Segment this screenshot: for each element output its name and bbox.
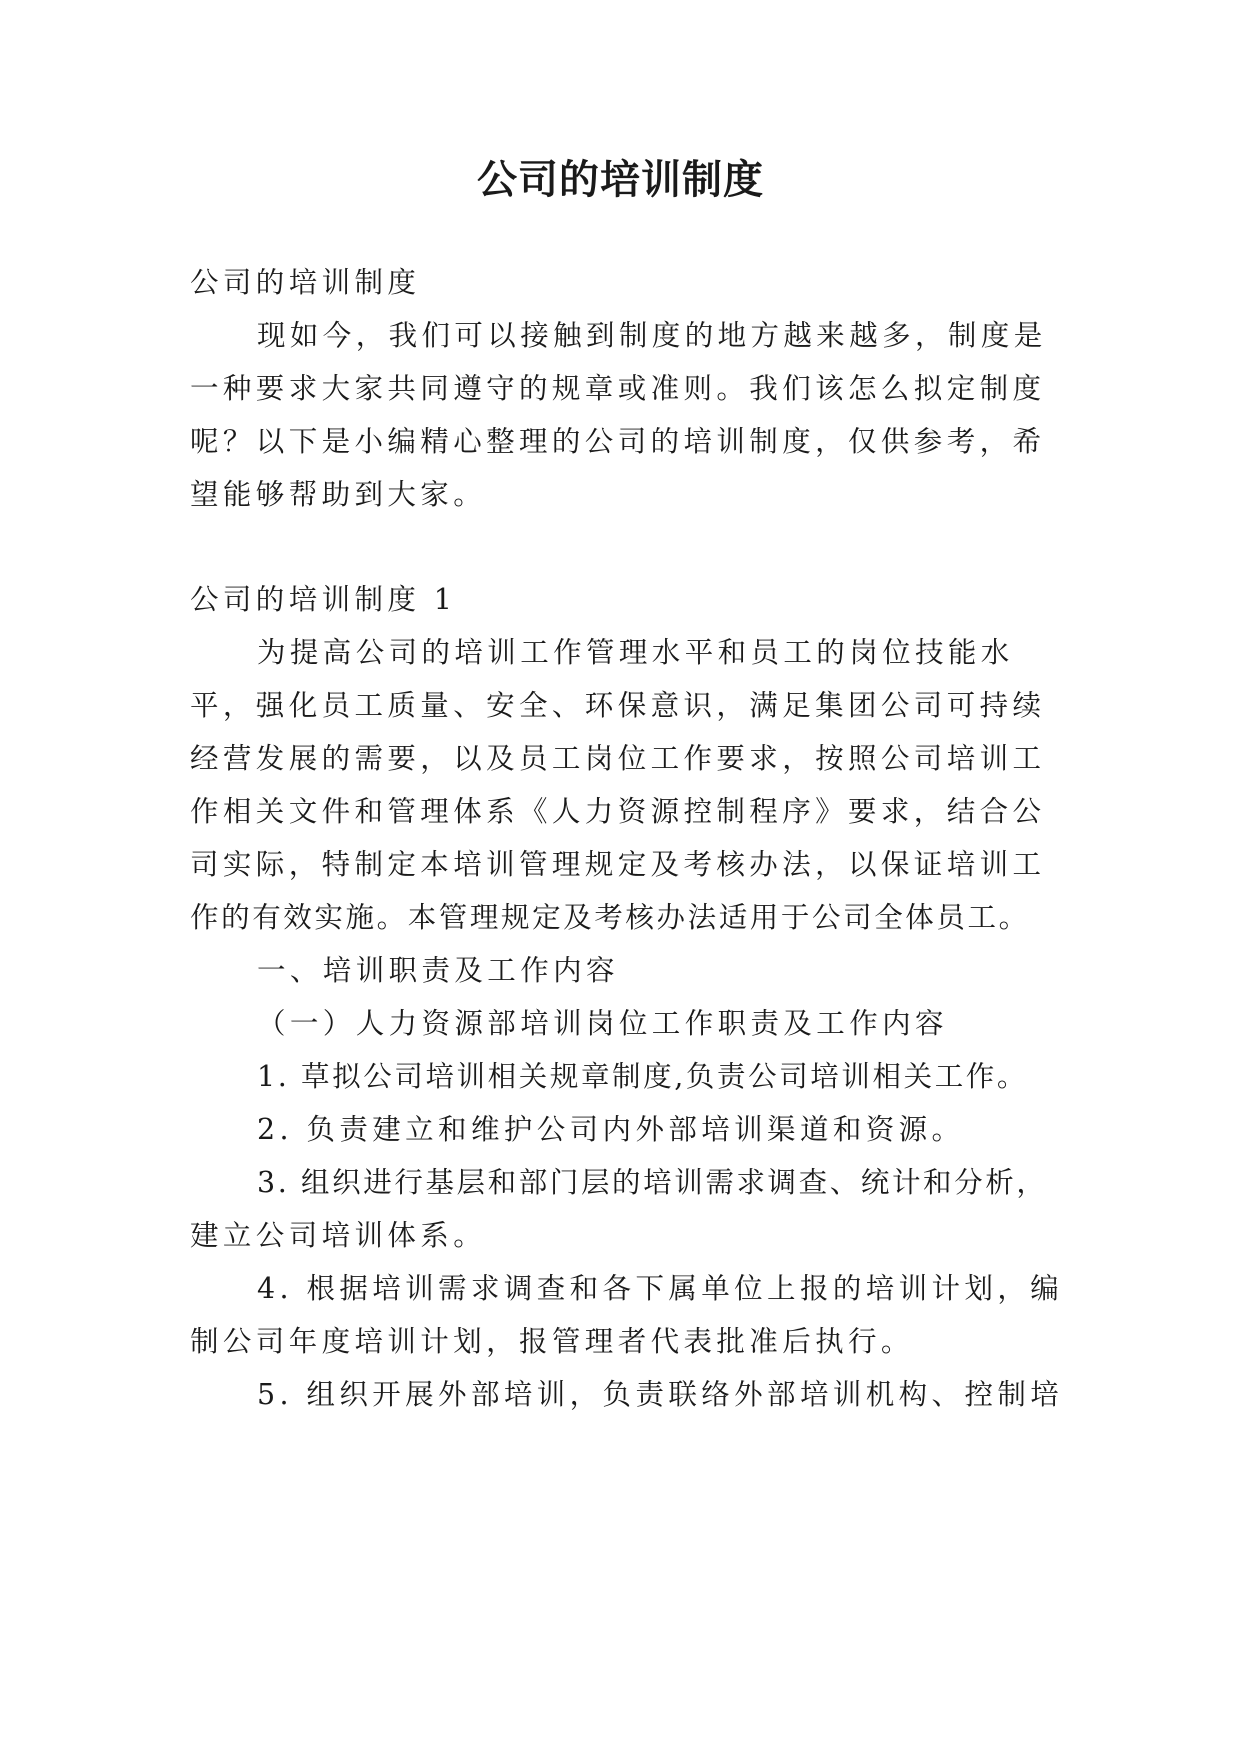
subsection-heading: （一）人力资源部培训岗位工作职责及工作内容	[257, 1007, 948, 1040]
list-item: 2. 负责建立和维护公司内外部培训渠道和资源。	[257, 1113, 965, 1146]
section-heading: 公司的培训制度	[190, 266, 421, 299]
paragraph-line: 现如今，我们可以接触到制度的地方越来越多，制度是	[257, 319, 1047, 352]
paragraph-line: 呢？以下是小编精心整理的公司的培训制度，仅供参考，希	[190, 425, 1046, 458]
paragraph-line: 作相关文件和管理体系《人力资源控制程序》要求，结合公	[190, 795, 1046, 828]
list-item-continuation: 建立公司培训体系。	[190, 1219, 487, 1252]
section-heading: 公司的培训制度 1	[190, 583, 457, 616]
list-item: 4. 根据培训需求调查和各下属单位上报的培训计划，编	[257, 1272, 1064, 1305]
subsection-heading: 一、培训职责及工作内容	[257, 954, 619, 987]
paragraph-line: 为提高公司的培训工作管理水平和员工的岗位技能水	[257, 636, 1014, 669]
list-item: 1. 草拟公司培训相关规章制度,负责公司培训相关工作。	[257, 1060, 1029, 1093]
list-item: 3. 组织进行基层和部门层的培训需求调查、统计和分析，	[257, 1166, 1048, 1199]
paragraph-line: 作的有效实施。本管理规定及考核办法适用于公司全体员工。	[190, 901, 1030, 934]
list-item: 5. 组织开展外部培训，负责联络外部培训机构、控制培	[257, 1378, 1064, 1411]
document-title: 公司的培训制度	[477, 157, 764, 203]
paragraph-line: 经营发展的需要，以及员工岗位工作要求，按照公司培训工	[190, 742, 1046, 775]
paragraph-line: 望能够帮助到大家。	[190, 478, 487, 511]
paragraph-line: 司实际，特制定本培训管理规定及考核办法，以保证培训工	[190, 848, 1046, 881]
paragraph-line: 平，强化员工质量、安全、环保意识，满足集团公司可持续	[190, 689, 1046, 722]
paragraph-line: 一种要求大家共同遵守的规章或准则。我们该怎么拟定制度	[190, 372, 1046, 405]
list-item-continuation: 制公司年度培训计划，报管理者代表批准后执行。	[190, 1325, 914, 1358]
